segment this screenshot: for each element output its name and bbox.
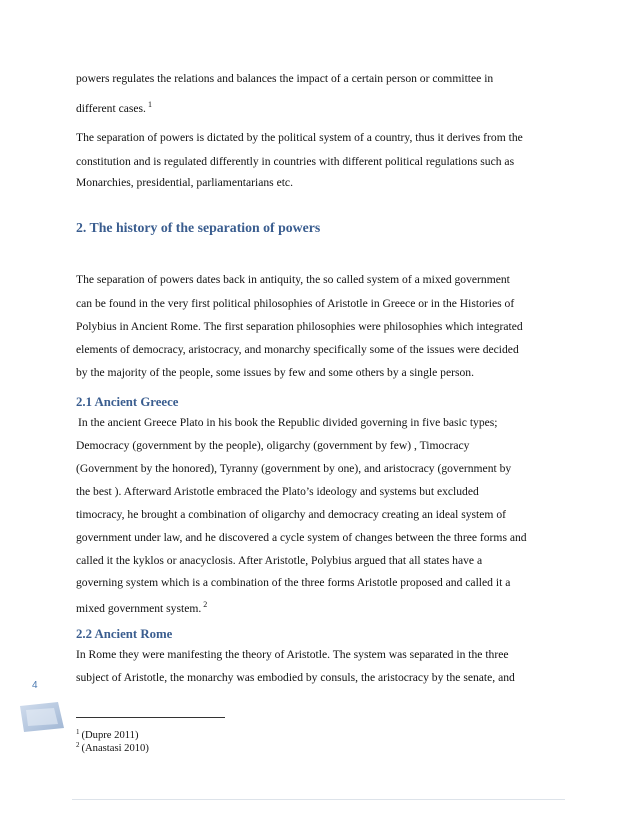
text-line: by the majority of the people, some issues by few and some others by a single person. <box>76 366 474 379</box>
text-line: constitution and is regulated differently in countries with different political regulations such as <box>76 155 515 168</box>
text-line: subject of Aristotle, the monarchy was embodied by consuls, the aristocracy by the senate, and <box>76 671 515 684</box>
text-line: Monarchies, presidential, parliamentarians etc. <box>76 176 293 189</box>
section-heading: 2. The history of the separation of powers <box>76 220 321 235</box>
footnote-separator <box>76 717 225 718</box>
text-line: In Rome they were manifesting the theory of Aristotle. The system was separated in the three <box>76 648 509 661</box>
footnote-text: (Dupre 2011) <box>81 730 139 741</box>
footer-rule <box>72 799 565 800</box>
text-line: powers regulates the relations and balances the impact of a certain person or committee in <box>76 72 494 85</box>
text-line: the best ). Afterward Aristotle embraced the Plato’s ideology and systems but excluded <box>76 485 479 498</box>
footnote-number: 1 <box>76 728 80 736</box>
footnote-ref: 2 <box>203 600 208 609</box>
footnote-ref: 1 <box>147 100 152 109</box>
page-number: 4 <box>32 680 38 691</box>
text-line <box>76 598 207 616</box>
text-line: governing system which is a combination of the three forms Aristotle proposed and called it a <box>76 576 511 589</box>
text-line: The separation of powers dates back in antiquity, the so called system of a mixed government <box>76 273 510 286</box>
text-line: Polybius in Ancient Rome. The first separation philosophies were philosophies which integrated <box>76 320 523 333</box>
text-line: elements of democracy, aristocracy, and monarchy specifically some of the issues were decided <box>76 343 519 356</box>
footnote <box>76 739 149 755</box>
text-line: can be found in the very first political philosophies of Aristotle in Greece or in the Histories of <box>76 297 515 310</box>
text-line-content: different cases. <box>76 102 146 115</box>
text-line <box>76 98 152 116</box>
text-line: In the ancient Greece Plato in his book the Republic divided governing in five basic types; <box>78 416 498 429</box>
text-line: called it the kyklos or anacyclosis. After Aristotle, Polybius argued that all states have a <box>76 554 483 567</box>
text-line: Democracy (government by the people), oligarchy (government by few) , Timocracy <box>76 439 470 452</box>
subsection-heading: 2.1 Ancient Greece <box>76 395 179 409</box>
text-line: government under law, and he discovered a cycle system of changes between the three forms and <box>76 531 527 544</box>
page-tab-decoration <box>18 700 66 734</box>
subsection-heading: 2.2 Ancient Rome <box>76 627 173 641</box>
footnote-text: (Anastasi 2010) <box>81 743 149 754</box>
footnote-number: 2 <box>76 741 80 749</box>
text-line: (Government by the honored), Tyranny (government by one), and aristocracy (government by <box>76 462 512 475</box>
text-line: The separation of powers is dictated by the political system of a country, thus it derives from the <box>76 131 523 144</box>
text-line: timocracy, he brought a combination of oligarchy and democracy creating an ideal system of <box>76 508 506 521</box>
text-line-content: mixed government system. <box>76 602 202 615</box>
